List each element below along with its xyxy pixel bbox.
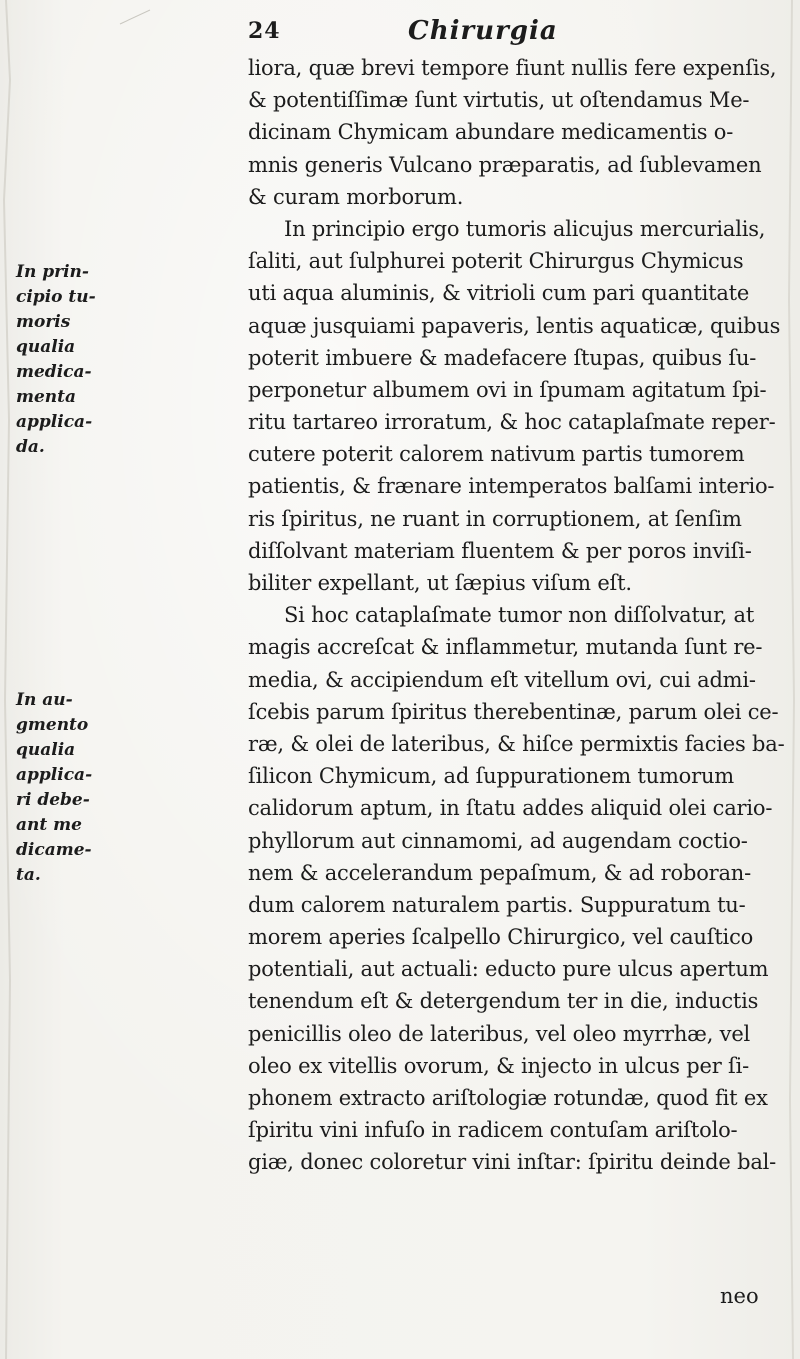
text-line: ſilicon Chymicum, ad ſuppurationem tumorum bbox=[248, 764, 735, 789]
marginal-line: cipio tu- bbox=[16, 287, 96, 307]
text-line: morem aperies ſcalpello Chirurgico, vel cauſtico bbox=[248, 925, 754, 950]
marginal-line: moris bbox=[16, 312, 71, 332]
text-line: ræ, & olei de lateribus, & hiſce permixtis facies ba- bbox=[248, 731, 785, 756]
text-line: perponetur albumem ovi in ſpumam agitatum ſpi- bbox=[248, 377, 767, 402]
text-line: ſpiritu vini infuſo in radicem contuſam ariſtolo- bbox=[248, 1118, 738, 1143]
running-head: Chirurgia bbox=[408, 16, 558, 46]
marginal-line: menta bbox=[16, 387, 77, 407]
marginal-note-first bbox=[16, 260, 126, 460]
text-line: phonem extracto ariſtologiæ rotundæ, quod fit ex bbox=[248, 1086, 768, 1110]
text-line: uti aqua aluminis, & vitrioli cum pari quantitate bbox=[248, 281, 750, 306]
text-line: biliter expellant, ut ſæpius viſum eſt. bbox=[248, 571, 632, 595]
text-line: poterit imbuere & madefacere ſtupas, quibus ſu- bbox=[248, 345, 757, 370]
text-line: cutere poterit calorem nativum partis tumorem bbox=[248, 442, 745, 467]
text-line: giæ, donec coloretur vini inſtar: ſpiritu deinde bal- bbox=[248, 1150, 777, 1175]
marginal-line: ri debe- bbox=[16, 790, 90, 810]
marginal-note-second bbox=[16, 688, 126, 888]
text-line: nem & accelerandum pepaſmum, & ad roboran- bbox=[248, 860, 752, 885]
marginal-line: da. bbox=[16, 437, 45, 457]
text-line: & curam morborum. bbox=[248, 184, 464, 209]
text-line: ſaliti, aut ſulphurei poterit Chirurgus Chymicus bbox=[248, 249, 744, 274]
text-line: ſcebis parum ſpiritus therebentinæ, parum olei ce- bbox=[248, 699, 779, 724]
text-line: & potentiſſimæ ſunt virtutis, ut oſtendamus Me- bbox=[248, 88, 750, 113]
page-number: 24 bbox=[248, 18, 281, 44]
marginal-line: dicame- bbox=[16, 840, 92, 860]
text-line: patientis, & frænare intemperatos balſami interio- bbox=[248, 474, 775, 499]
page-header bbox=[248, 14, 768, 54]
text-line: ris ſpiritus, ne ruant in corruptionem, at ſenſim bbox=[248, 506, 742, 531]
text-line: Si hoc cataplaſmate tumor non diſſolvatur, at bbox=[284, 603, 755, 628]
text-line: media, & accipiendum eſt vitellum ovi, cui admi- bbox=[248, 667, 756, 692]
marginal-line: qualia bbox=[16, 337, 76, 357]
text-line: aquæ jusquiami papaveris, lentis aquaticæ, quibus bbox=[248, 313, 781, 338]
text-line: penicillis oleo de lateribus, vel oleo myrrhæ, vel bbox=[248, 1021, 751, 1046]
text-line: mnis generis Vulcano præparatis, ad ſublevamen bbox=[248, 152, 762, 177]
text-line: oleo ex vitellis ovorum, & injecto in ulcus per ſi- bbox=[248, 1053, 750, 1078]
text-line: liora, quæ brevi tempore fiunt nullis fere expenſis, bbox=[248, 56, 777, 80]
text-line: calidorum aptum, in ſtatu addes aliquid olei cario- bbox=[248, 796, 773, 821]
marginal-line: In au- bbox=[16, 690, 73, 710]
body-text bbox=[248, 52, 788, 1179]
text-line: tenendum eſt & detergendum ter in die, inductis bbox=[248, 989, 759, 1014]
text-line: magis accreſcat & inflammetur, mutanda ſunt re- bbox=[248, 635, 763, 660]
marginal-line: applica- bbox=[16, 765, 93, 785]
text-line: ritu tartareo irroratum, & hoc cataplaſmate reper- bbox=[248, 410, 776, 435]
text-line: potentiali, aut actuali: educto pure ulcus apertum bbox=[248, 957, 769, 982]
marginal-line: ant me bbox=[16, 815, 82, 835]
text-line: dicinam Chymicam abundare medicamentis o- bbox=[248, 120, 734, 145]
text-line: diſſolvant materiam fluentem & per poros inviſi- bbox=[248, 538, 752, 563]
catchword: neo bbox=[720, 1284, 759, 1308]
text-line: dum calorem naturalem partis. Suppuratum tu- bbox=[248, 892, 746, 917]
marginal-line: ta. bbox=[16, 865, 41, 885]
marginal-line: applica- bbox=[16, 412, 93, 432]
marginal-line: In prin- bbox=[16, 262, 89, 282]
text-line: phyllorum aut cinnamomi, ad augendam coctio- bbox=[248, 828, 748, 853]
marginal-line: medica- bbox=[16, 362, 92, 382]
marginal-line: qualia bbox=[16, 740, 76, 760]
marginal-line: gmento bbox=[16, 715, 89, 735]
text-line: In principio ergo tumoris alicujus mercurialis, bbox=[284, 216, 766, 241]
